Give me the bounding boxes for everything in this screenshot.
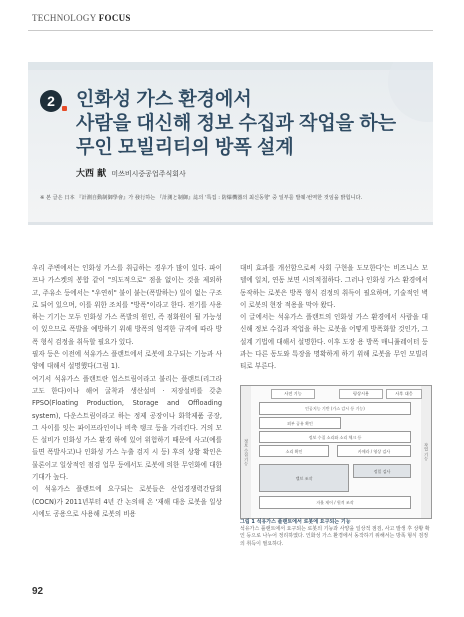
section-accent-dot — [62, 106, 67, 111]
body-paragraph: 이 글에서는 석유가스 플랜트의 인화성 가스 환경에서 사람을 대신해 정보 수집과 작업을 하는 로봇을 어떻게 방폭화할 것인가, 그 설계 기법에 대해서 설명한다. 이후 도장 용 방폭 매니퓰레이터 등과는 다른 동도와 특장을 명확하게 하기 위해 로봇을 무인 모빌리티로 부른다. — [240, 313, 428, 371]
author-line — [76, 166, 186, 179]
section-label-focus: FOCUS — [98, 13, 131, 23]
figure-caption-title: 그림 1 석유가스 플랜트에서 로봇에 요구되는 기능 — [240, 519, 351, 525]
translation-note: ※ 본 글은 日本 『計測自動制御學會』가 發行하는 『計測と制御』誌의 '특집 : 防爆機器의 최신동향' 중 일부를 발췌·번역한 것임을 밝힙니다. — [40, 195, 363, 201]
figure-box: 인공지능 기반 (가스 감시 등 기능) — [259, 402, 411, 415]
figure-box: 소리 확인 — [259, 445, 329, 457]
figure-side-label-work: 작업 기능 — [421, 386, 431, 518]
figure-box: 밸브 조작 — [259, 464, 349, 492]
article-title-line: 사람을 대신해 정보 수집과 작업을 하는 — [76, 113, 397, 134]
section-number-badge: 2 — [40, 90, 62, 112]
author-name: 大西 献 — [76, 169, 107, 179]
body-paragraph: 여기서 석유가스 플랜트란 업스트림이라고 불리는 플랜트(리그라고도 한다)이나 해여 굴착과 생산설비 · 저장설비를 갖춘 FPSO(Floating Production, Storage and Offloading system), 다운스트림이라고 하는 정제 공장이나 화학제품 공장, 그 사이를 잇는 파이프라인이나 비축 탱크 등을 가리킨다. 거의 모든 설비가 인화성 가스 환경 하에 있어 위험하기 때문에 사고(예를 들면 폭발사고)나 인화성 가스 누출 검지 시 등) 후의 상황 확인은 물론이고 일상적인 점검 업무 등에서도 로봇에 의한 무인화에 대한 기대가 높다. — [32, 374, 222, 482]
body-paragraph: 필자 등은 이전에 석유가스 플랜트에서 로봇에 요구되는 기능과 사양에 대해서 설명했다(그림 1). — [32, 350, 222, 371]
section-label-technology: TECHNOLOGY — [32, 13, 97, 23]
figure-column-header: 평상시용 — [339, 389, 383, 399]
page-number: 92 — [32, 586, 44, 597]
figure-box: 자율 제어 / 원격 조작 — [259, 496, 411, 509]
header-divider — [28, 30, 433, 31]
figure-side-label-info: 정보 수집 기능 — [241, 386, 251, 518]
body-column-left — [32, 262, 222, 520]
figure-box: 카메라 / 영상 검사 — [337, 445, 411, 457]
figure-box: 외부 공유 확인 — [259, 417, 341, 429]
figure-box: 정밀 검사 — [353, 464, 411, 478]
figure-box: 정보 수집 소리와 소리 체크 등 — [259, 431, 411, 443]
figure-caption-body: 석유가스 플랜트에서 요구되는 로봇의 기능과 사양을 일상적 점검, 사고 발생 후 상황 확인 등으로 나누어 정리하였다. 인화성 가스 환경에서 동작하기 위해서는 방폭 형식 검정의 취득이 필요하다. — [240, 526, 430, 547]
body-paragraph: 대비 효과를 개선함으로써 사회 구현을 도모한다'는 비즈니스 모델에 일치, 연동 보면 시의적절하다. 그러나 인화성 가스 환경에서 동작하는 로봇은 방폭 형식 검정의 취득이 필요하며, 기술적인 벽이 로봇의 현장 적용을 막아 왔다. — [240, 264, 428, 309]
body-column-right — [240, 262, 428, 373]
figure-caption — [240, 519, 430, 548]
figure-1-diagram — [240, 385, 432, 519]
article-title-line: 인화성 가스 환경에서 — [76, 89, 252, 110]
hero-bottom-bar — [28, 222, 433, 225]
figure-column-header: 사후 대응 — [386, 389, 422, 399]
figure-column-header: 사전 기능 — [271, 389, 315, 399]
article-title — [76, 88, 426, 160]
author-affiliation: 미쓰비시중공업주식회사 — [111, 170, 186, 178]
body-paragraph: 우리 주변에서는 인화성 가스를 취급하는 경우가 많이 있다. 파이프나 가스켓의 봉합 같이 "의도적으로" 점을 없이는 것을 제외하고, 주유소 등에서는 "우연히" 불이 붙는(폭발하는) 일이 없는 구조로 되어 있으며, 이를 위한 조치를 "방폭"이라고 한다. 전기를 사용하는 기기는 모두 인화성 가스 폭발의 원인, 즉 점화원이 될 가능성이 있으므로 폭발을 예방하기 위해 방폭의 엄격한 규격에 따라 방폭 형식 검정을 취득할 필요가 있다. — [32, 264, 222, 346]
page-header — [0, 0, 464, 32]
article-hero — [28, 62, 433, 225]
article-title-line: 무인 모빌리티의 방폭 설계 — [76, 137, 294, 158]
figure-inner — [241, 386, 431, 518]
body-paragraph: 이 석유가스 플랜트에 요구되는 로봇들은 산업경쟁력간담회(COCN)가 2011년부터 4년 간 논의해 온 '재해 대응 로봇을 일상시에도 공용으로 사용해 로봇의 비용 — [32, 485, 222, 518]
section-label — [32, 13, 131, 23]
